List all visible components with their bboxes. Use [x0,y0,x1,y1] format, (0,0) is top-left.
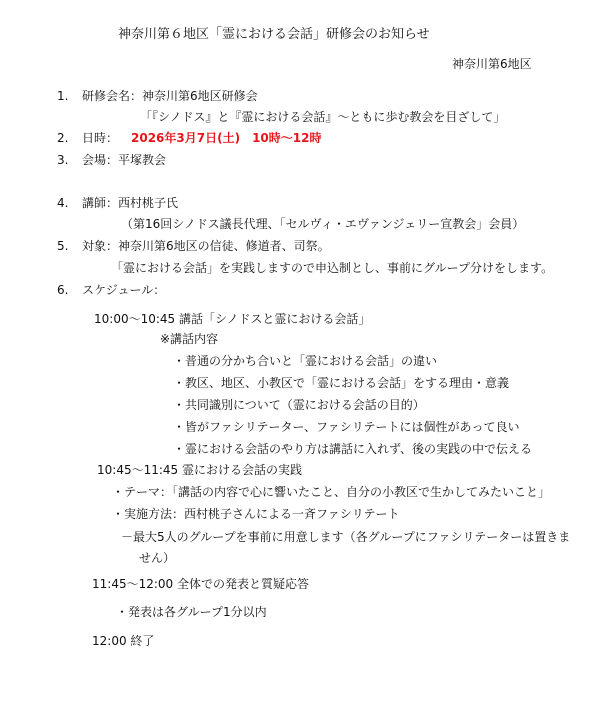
item-1-seminar-name: 研修会名：神奈川第6地区研修会 [82,89,258,103]
item-6-schedule-heading: スケジュール： [82,283,166,297]
practice-theme: ・テーマ：「講話の内容で心に響いたこと、自分の小教区で生かしてみたいこと」 [112,485,551,499]
item-2-number: 2. [57,131,69,145]
item-4-lecturer: 講師：西村桃子氏 [82,196,179,210]
lecture-bullet-4: ・皆がファシリテーター、ファシリテートには個性があって良い [173,420,520,434]
item-5-number: 5. [57,239,69,253]
practice-groups-line-1: －最大5人のグループを事前に用意します（各グループにファシリテーターは置きま [121,530,571,544]
item-4-lecturer-role: （第16回シノドス議長代理、「セルヴィ・エヴァンジェリー宣教会」会員） [121,217,525,231]
presentation-bullet: ・発表は各グループ1分以内 [116,605,267,619]
item-2-date-time: 2026年3月7日(土) 10時～12時 [131,131,322,145]
practice-method: ・実施方法：西村桃子さんによる一斉ファシリテート [112,507,400,521]
schedule-presentation: 11:45～12:00 全体での発表と質疑応答 [92,577,309,591]
item-2-label: 日時： [82,131,119,145]
item-4-number: 4. [57,196,69,210]
schedule-end: 12:00 終了 [92,634,155,648]
lecture-content-heading: ※講話内容 [160,332,219,346]
lecture-bullet-2: ・教区、地区、小教区で「霊における会話」をする理由・意義 [173,376,510,390]
practice-groups-line-2: せん） [139,551,176,565]
item-1-number: 1. [57,89,69,103]
item-3-venue: 会場：平塚教会 [82,153,167,167]
lecture-bullet-5: ・霊における会話のやり方は講話に入れず、後の実践の中で伝える [173,442,533,456]
document-title: 神奈川第６地区「霊における会話」研修会のお知らせ [118,27,430,42]
item-6-number: 6. [57,283,69,297]
issuer-name: 神奈川第6地区 [452,57,532,71]
item-5-note: 「霊における会話」を実践しますので申込制とし、事前にグループ分けをします。 [111,261,554,275]
schedule-practice: 10:45～11:45 霊における会話の実践 [97,463,302,477]
item-5-audience: 対象：神奈川第6地区の信徒、修道者、司祭。 [82,239,330,253]
lecture-bullet-1: ・普通の分かち合いと「霊における会話」の違い [173,354,438,368]
item-3-number: 3. [57,153,69,167]
item-1-subtitle: 「『シノドス』と『霊における会話』～ともに歩む教会を目ざして」 [140,110,506,124]
schedule-lecture: 10:00～10:45 講話「シノドスと霊における会話」 [94,312,371,326]
lecture-bullet-3: ・共同識別について（霊における会話の目的） [173,398,425,412]
